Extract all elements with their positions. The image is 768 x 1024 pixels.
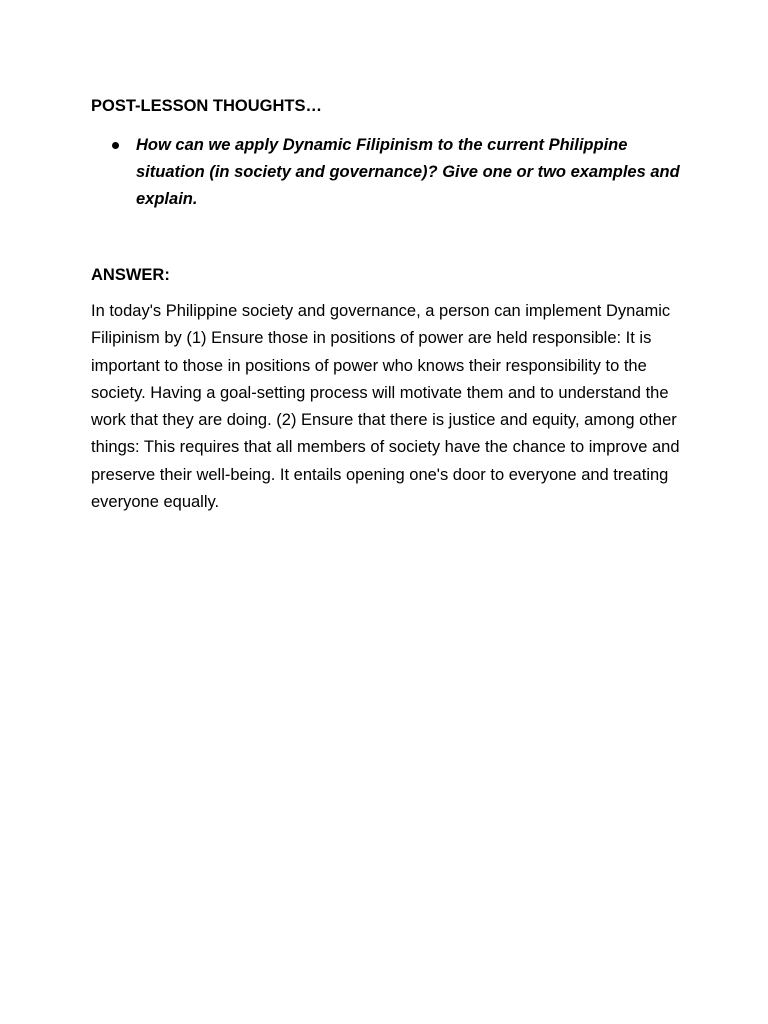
answer-heading: ANSWER: [91,266,170,284]
bullet-icon [112,142,119,149]
question-text: How can we apply Dynamic Filipinism to the current Philippine situation (in society and governance)? Give one or two examples and explain. [136,136,680,208]
question-list-item [112,132,702,213]
section-title: POST-LESSON THOUGHTS… [91,97,323,115]
answer-paragraph: In today's Philippine society and governance, a person can implement Dynamic Filipinism by (1) Ensure those in positions of power are held responsible: It is important to those in positions of power who knows their responsibility to the society. Having a goal-setting process will motivate them and to understand the work that they are doing. (2) Ensure that there is justice and equity, among other things: This requires that all members of society have the chance to improve and preserve their well-being. It entails opening one's door to everyone and treating everyone equally. [91,302,680,512]
